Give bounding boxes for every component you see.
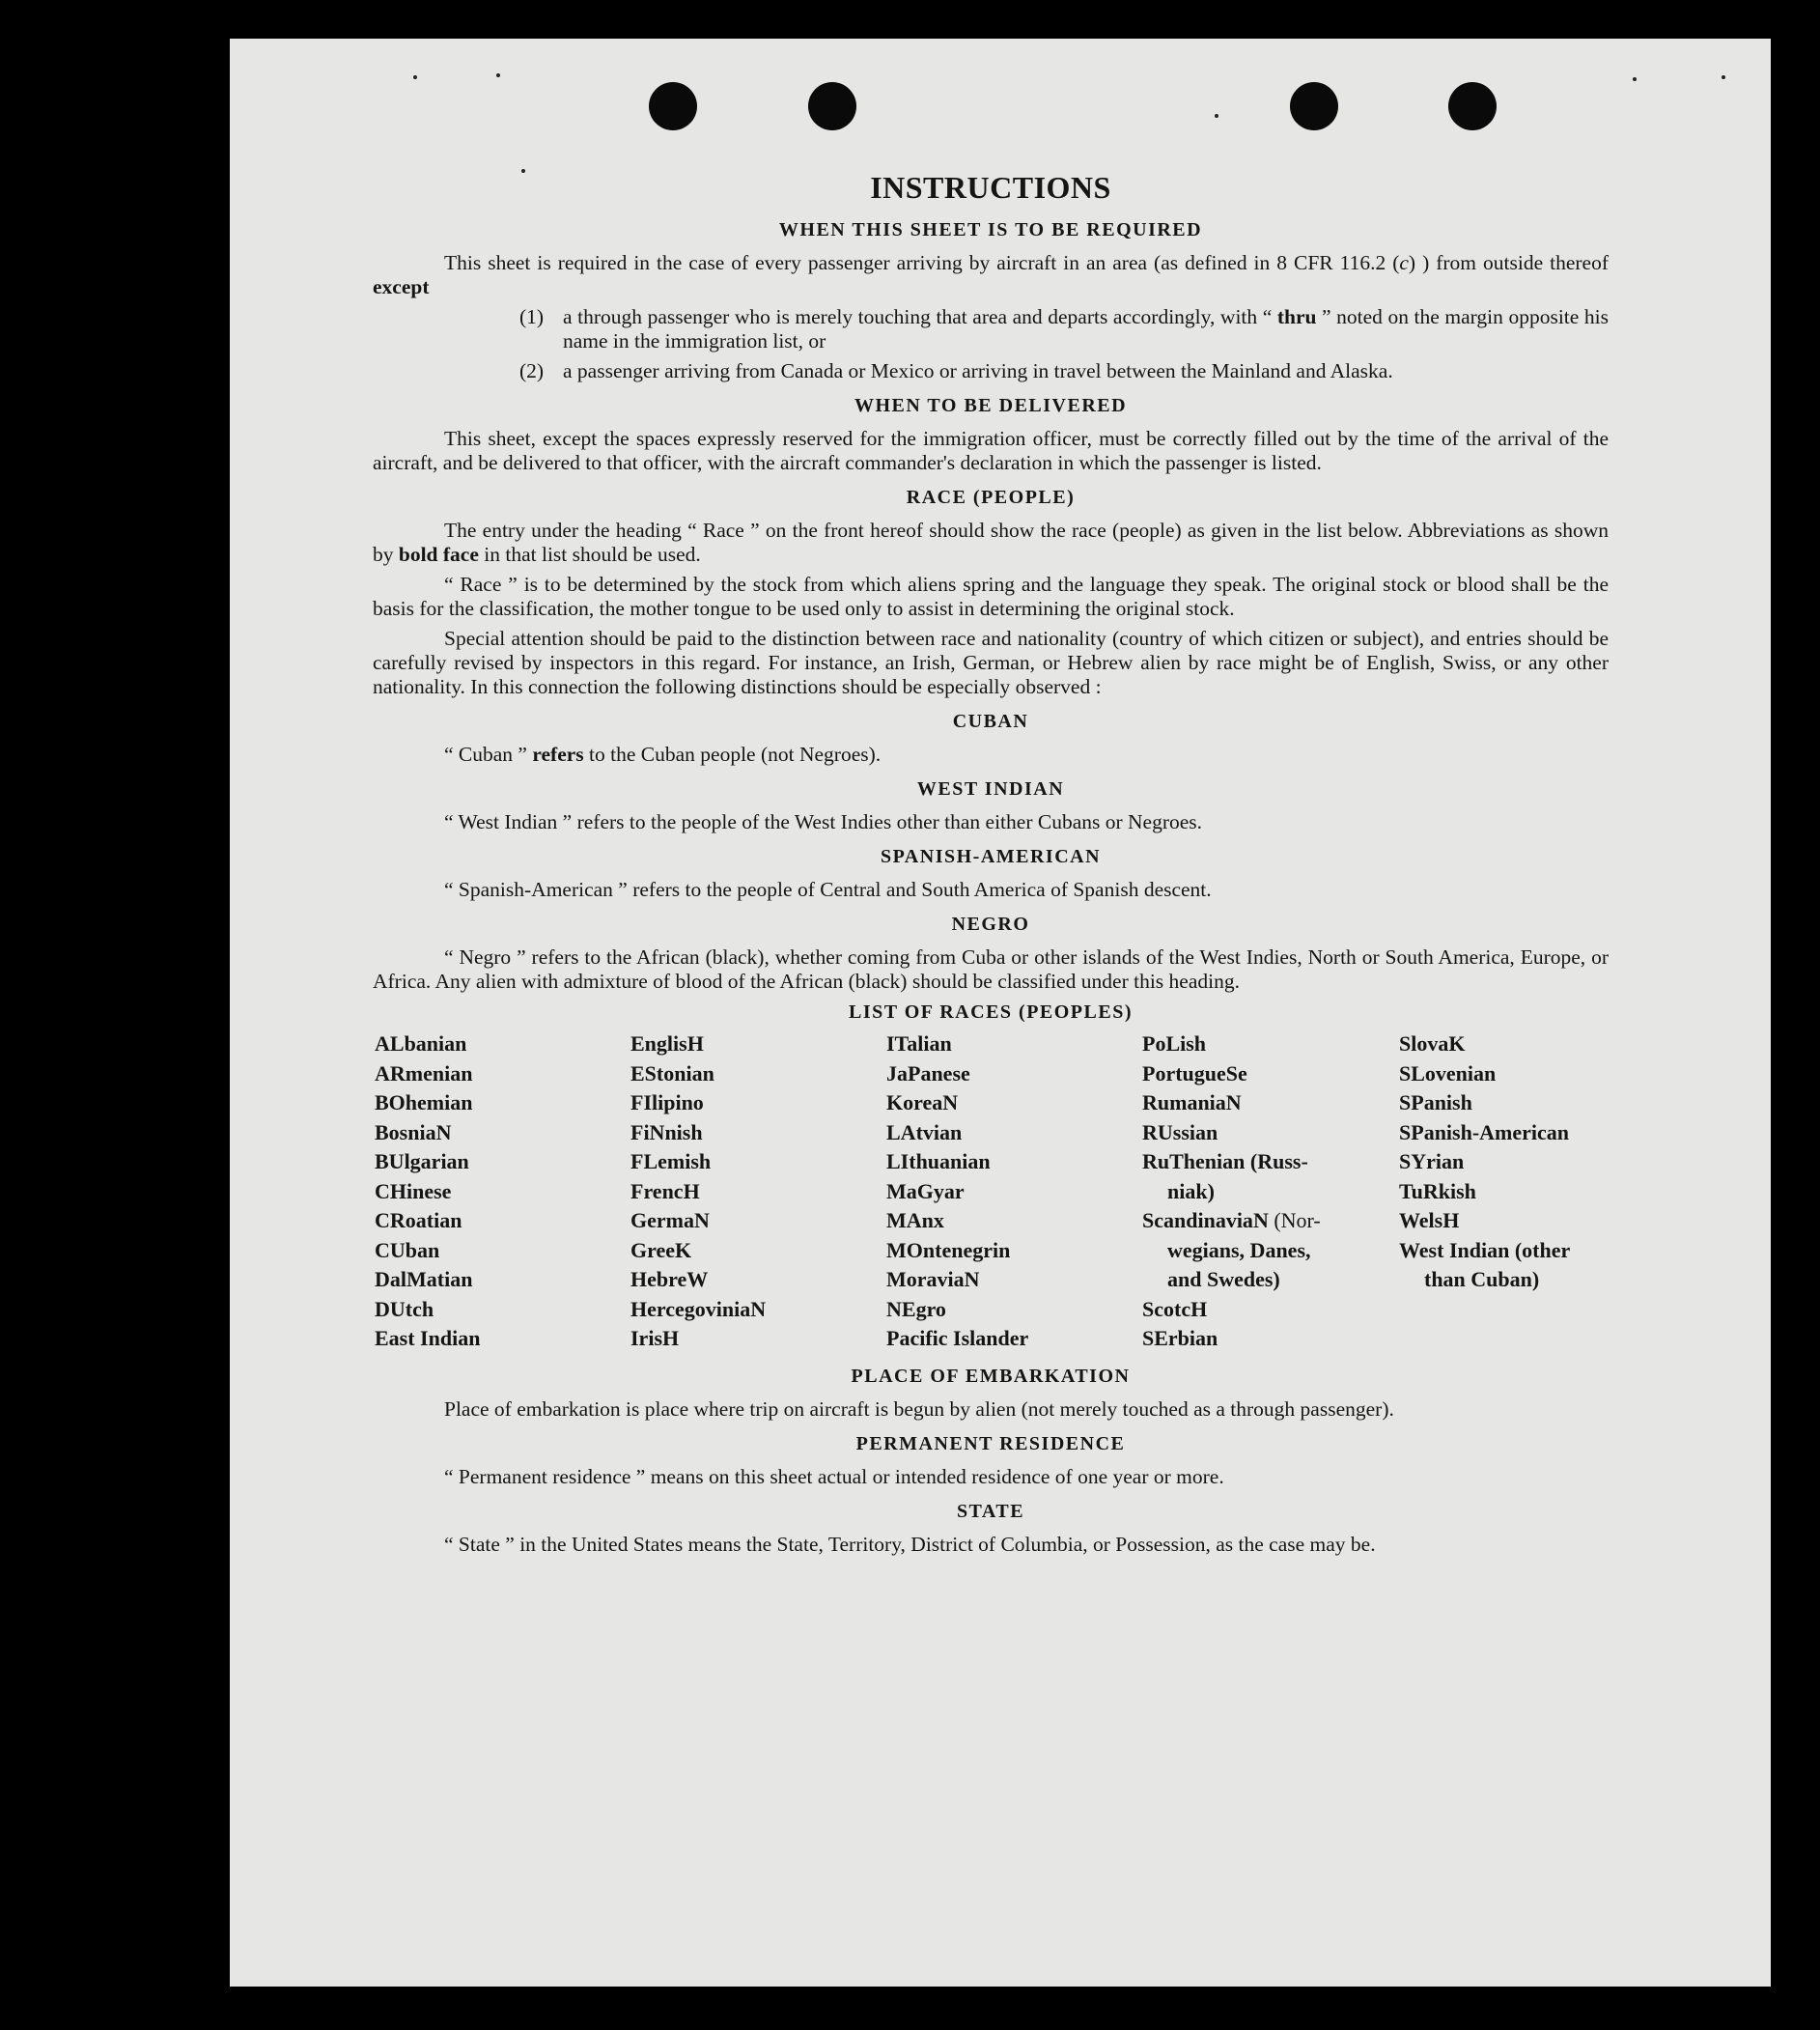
- section-heading: WHEN TO BE DELIVERED: [854, 395, 1128, 416]
- list-number: (1): [519, 305, 545, 328]
- race-item: PoLish: [1142, 1031, 1207, 1056]
- list-text: a through passenger who is merely touching that area and departs accordingly, with “ thru ” noted on the margin opposite his name in the immigration list, or: [563, 305, 1609, 352]
- punch-hole: [1448, 82, 1497, 130]
- instructions-content: [373, 170, 1609, 1563]
- paragraph: The entry under the heading “ Race ” on the front hereof should show the race (people) as given in the list below. Abbreviations as shown by bold face in that list should be used.: [373, 519, 1609, 566]
- section-heading: PERMANENT RESIDENCE: [855, 1432, 1126, 1454]
- race-item: BUlgarian: [375, 1149, 469, 1173]
- race-item: CHinese: [375, 1178, 452, 1203]
- race-item: FLemish: [630, 1149, 712, 1173]
- list-item: [519, 359, 1609, 383]
- race-item: SErbian: [1142, 1326, 1218, 1350]
- race-item: MAnx: [886, 1208, 944, 1232]
- paragraph: “ Spanish-American ” refers to the people of Central and South America of Spanish descent.: [444, 878, 1212, 901]
- race-item: KoreaN: [886, 1090, 959, 1114]
- race-item: FIlipino: [630, 1090, 704, 1114]
- race-item: WelsH: [1399, 1208, 1460, 1232]
- speck: [1633, 77, 1637, 81]
- race-item: GermaN: [630, 1208, 710, 1232]
- race-item: and Swedes): [1167, 1267, 1280, 1291]
- paragraph: Special attention should be paid to the distinction between race and nationality (country of which citizen or subject), and entries should be carefully revised by inspectors in this regard. For instance, an Irish, German, or Hebrew alien by race might be of English, Swiss, or any other nationality. In this connection the following distinctions should be especially observed :: [373, 627, 1609, 698]
- race-item: SlovaK: [1399, 1031, 1466, 1056]
- paragraph: “ Permanent residence ” means on this sheet actual or intended residence of one year or more.: [444, 1464, 1224, 1488]
- punch-hole: [649, 82, 697, 130]
- paragraph: This sheet is required in the case of every passenger arriving by aircraft in an area (as defined in 8 CFR 116.2 (c) ) from outside thereof except: [373, 251, 1609, 298]
- race-item: TuRkish: [1399, 1178, 1476, 1203]
- paragraph: “ Cuban ” refers to the Cuban people (not Negroes).: [444, 743, 882, 766]
- section-heading: RACE (PEOPLE): [906, 487, 1076, 508]
- race-column: [375, 1029, 630, 1354]
- race-item: CRoatian: [375, 1208, 462, 1232]
- race-column: [1399, 1029, 1621, 1354]
- race-item: NEgro: [886, 1296, 946, 1321]
- race-item: West Indian (other: [1399, 1237, 1571, 1262]
- paragraph: “ West Indian ” refers to the people of the West Indies other than either Cubans or Negroes.: [444, 810, 1203, 833]
- race-item: FrencH: [630, 1178, 700, 1203]
- speck: [1722, 75, 1725, 79]
- section-heading: WHEN THIS SHEET IS TO BE REQUIRED: [778, 219, 1203, 240]
- section-heading: CUBAN: [952, 711, 1029, 732]
- race-item: wegians, Danes,: [1167, 1237, 1311, 1262]
- race-column: [886, 1029, 1142, 1354]
- paragraph: “ State ” in the United States means the State, Territory, District of Columbia, or Possession, as the case may be.: [444, 1532, 1376, 1556]
- section-heading: LIST OF RACES (PEOPLES): [848, 1001, 1133, 1023]
- speck: [1215, 114, 1218, 118]
- race-item: JaPanese: [886, 1060, 970, 1085]
- race-item: MoraviaN: [886, 1267, 980, 1291]
- race-item: PortugueSe: [1142, 1060, 1247, 1085]
- list-item: [519, 305, 1609, 353]
- race-item: LAtvian: [886, 1119, 963, 1144]
- race-item: RumaniaN: [1142, 1090, 1242, 1114]
- punch-hole: [1290, 82, 1338, 130]
- race-item: CUban: [375, 1237, 440, 1262]
- race-item: East Indian: [375, 1326, 481, 1350]
- list-number: (2): [519, 359, 545, 382]
- race-item: HercegoviniaN: [630, 1296, 767, 1321]
- race-item: DUtch: [375, 1296, 434, 1321]
- race-item: LIthuanian: [886, 1149, 991, 1173]
- section-heading: NEGRO: [951, 914, 1030, 935]
- race-item: ScandinaviaN (Nor-: [1142, 1208, 1321, 1232]
- race-item: BosniaN: [375, 1119, 452, 1144]
- race-item: RUssian: [1142, 1119, 1218, 1144]
- section-heading: SPANISH-AMERICAN: [880, 846, 1102, 867]
- list-text: a passenger arriving from Canada or Mexico or arriving in travel between the Mainland and Alaska.: [563, 359, 1393, 382]
- race-item: SYrian: [1399, 1149, 1465, 1173]
- race-item: FiNnish: [630, 1119, 703, 1144]
- race-item: SLovenian: [1399, 1060, 1497, 1085]
- section-heading: PLACE OF EMBARKATION: [851, 1365, 1131, 1387]
- race-item: niak): [1167, 1178, 1215, 1203]
- race-item: EnglisH: [630, 1031, 704, 1056]
- section-heading: WEST INDIAN: [916, 778, 1065, 800]
- section-heading: STATE: [956, 1500, 1025, 1522]
- race-item: Pacific Islander: [886, 1326, 1029, 1350]
- race-item: ARmenian: [375, 1060, 473, 1085]
- race-item: MaGyar: [886, 1178, 965, 1203]
- race-item: HebreW: [630, 1267, 709, 1291]
- race-item: IrisH: [630, 1326, 680, 1350]
- document-page: [230, 39, 1771, 1987]
- speck: [413, 75, 417, 79]
- speck: [496, 73, 500, 77]
- race-item: RuThenian (Russ-: [1142, 1149, 1308, 1173]
- race-item: BOhemian: [375, 1090, 473, 1114]
- paragraph: “ Race ” is to be determined by the stock from which aliens spring and the language they speak. The original stock or blood shall be the basis for the classification, the mother tongue to be used only to assist in determining the original stock.: [373, 573, 1609, 620]
- race-item: ALbanian: [375, 1031, 467, 1056]
- race-column: [630, 1029, 886, 1354]
- race-item: SPanish: [1399, 1090, 1472, 1114]
- race-column: [1142, 1029, 1399, 1354]
- paragraph: This sheet, except the spaces expressly reserved for the immigration officer, must be correctly filled out by the time of the arrival of the aircraft, and be delivered to that officer, with the aircraft commander's declaration in which the passenger is listed.: [373, 427, 1609, 474]
- paragraph: “ Negro ” refers to the African (black), whether coming from Cuba or other islands of the West Indies, North or South America, Europe, or Africa. Any alien with admixture of blood of the African (black) should be classified under this heading.: [373, 945, 1609, 993]
- race-item: than Cuban): [1424, 1267, 1540, 1291]
- page-title: INSTRUCTIONS: [870, 170, 1111, 205]
- punch-hole: [808, 82, 856, 130]
- race-item: GreeK: [630, 1237, 692, 1262]
- paragraph: Place of embarkation is place where trip on aircraft is begun by alien (not merely touched as a through passenger).: [444, 1396, 1394, 1421]
- race-list: [375, 1029, 1609, 1354]
- race-item: MOntenegrin: [886, 1237, 1011, 1262]
- race-item: SPanish-American: [1399, 1119, 1570, 1144]
- race-item: EStonian: [630, 1060, 714, 1085]
- race-item: DalMatian: [375, 1267, 473, 1291]
- race-item: ITalian: [886, 1031, 952, 1056]
- race-item: ScotcH: [1142, 1296, 1208, 1321]
